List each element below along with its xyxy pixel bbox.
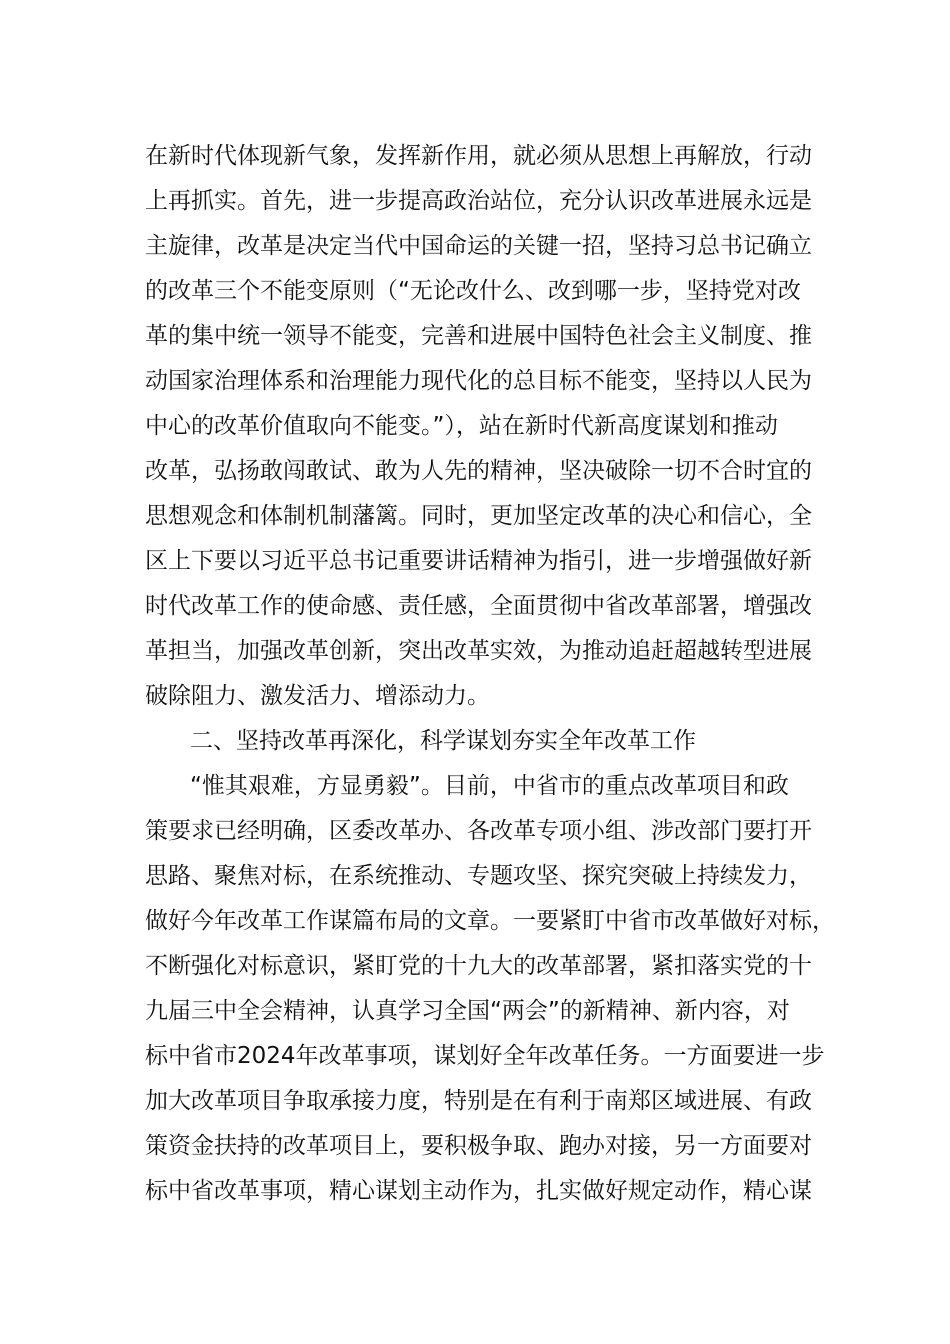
body-text-line: 不断强化对标意识，紧盯党的十九大的改革部署，紧扣落实党的十 — [145, 953, 812, 979]
body-text-line: 上再抓实。首先，进一步提高政治站位，充分认识改革进展永远是 — [145, 188, 812, 214]
body-text-line: 标中省改革事项，精心谋划主动作为，扎实做好规定动作，精心谋 — [145, 1178, 812, 1204]
body-text-line: 标中省市2024年改革事项，谋划好全年改革任务。一方面要进一步 — [145, 1043, 825, 1069]
body-text-line: 策要求已经明确，区委改革办、各改革专项小组、涉改部门要打开 — [145, 818, 812, 844]
body-text-line: 中心的改革价值取向不能变。”），站在新时代新高度谋划和推动 — [145, 413, 778, 439]
body-text-line: 区上下要以习近平总书记重要讲话精神为指引，进一步增强做好新 — [145, 548, 812, 574]
body-text-line: 主旋律，改革是决定当代中国命运的关键一招，坚持习总书记确立 — [145, 233, 812, 259]
body-text-line: 思想观念和体制机制藩篱。同时，更加坚定改革的决心和信心，全 — [145, 503, 812, 529]
body-text-line: 革的集中统一领导不能变，完善和进展中国特色社会主义制度、推 — [145, 323, 812, 349]
body-text-line: 破除阻力、激发活力、增添动力。 — [145, 683, 490, 709]
body-text-line: “惟其艰难，方显勇毅”。目前，中省市的重点改革项目和政 — [190, 773, 789, 799]
body-text-line: 动国家治理体系和治理能力现代化的总目标不能变，坚持以人民为 — [145, 368, 812, 394]
body-text-line: 改革，弘扬敢闯敢试、敢为人先的精神，坚决破除一切不合时宜的 — [145, 458, 812, 484]
body-text-line: 在新时代体现新气象，发挥新作用，就必须从思想上再解放，行动 — [145, 143, 812, 169]
body-text-line: 时代改革工作的使命感、责任感，全面贯彻中省改革部署，增强改 — [145, 593, 812, 619]
section-heading: 二、坚持改革再深化，科学谋划夯实全年改革工作 — [190, 728, 696, 754]
body-text-line: 的改革三个不能变原则（“无论改什么、改到哪一步，坚持党对改 — [145, 278, 801, 304]
body-text-line: 策资金扶持的改革项目上，要积极争取、跑办对接，另一方面要对 — [145, 1133, 812, 1159]
body-text-line: 加大改革项目争取承接力度，特别是在有利于南郑区域进展、有政 — [145, 1088, 812, 1114]
body-text-line: 做好今年改革工作谋篇布局的文章。一要紧盯中省市改革做好对标， — [145, 908, 835, 934]
body-text-line: 革担当，加强改革创新，突出改革实效，为推动追赶超越转型进展 — [145, 638, 812, 664]
body-text-line: 思路、聚焦对标，在系统推动、专题攻坚、探究突破上持续发力， — [145, 863, 812, 889]
body-text-line: 九届三中全会精神，认真学习全国“两会”的新精神、新内容，对 — [145, 998, 790, 1024]
